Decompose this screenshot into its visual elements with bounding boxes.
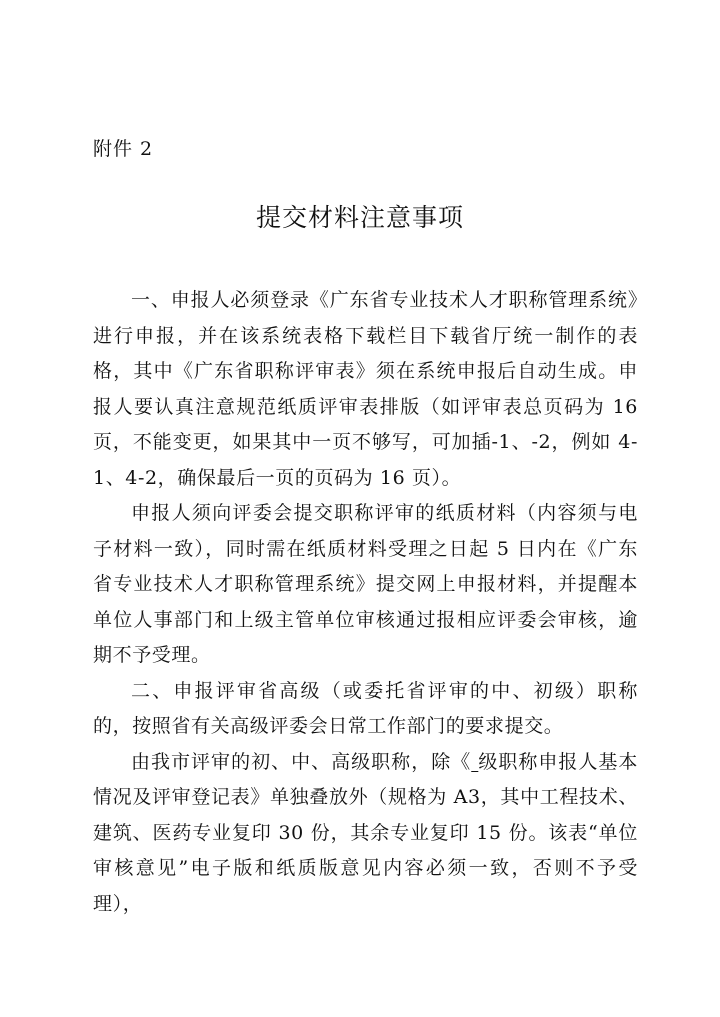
paragraph-4-rest: 级职称申报人基本情况及评审登记表》单独叠放外（规格为 A3，其中工程技术、建筑、医药专业复印 30 份，其余专业复印 15 份。该表“单位审核意见”电子版和纸质版意见内容必须一致，否则不予受理）， bbox=[93, 750, 639, 915]
document-body bbox=[93, 283, 638, 922]
document-title: 提交材料注意事项 bbox=[255, 203, 464, 232]
paragraph-2: 申报人须向评委会提交职称评审的纸质材料（内容须与电子材料一致），同时需在纸质材料受理之日起 5 日内在《广东省专业技术人才职称管理系统》提交网上申报材料，并提醒本单位人事部门和上级主管单位审核通过报相应评委会审核，逾期不予受理。 bbox=[93, 502, 638, 666]
paragraph-4-start: 由我市评审的初、中、高级职称，除《 bbox=[131, 750, 472, 773]
paragraph-1: 一、申报人必须登录《广东省专业技术人才职称管理系统》进行申报，并在该系统表格下载栏目下载省厅统一制作的表格，其中《广东省职称评审表》须在系统申报后自动生成。申报人要认真注意规范纸质评审表排版（如评审表总页码为 16 页，不能变更，如果其中一页不够写，可加插-1、-2，例如 4-1、4-2，确保最后一页的页码为 16 页）。 bbox=[93, 289, 638, 489]
attachment-label: 附件 2 bbox=[93, 138, 154, 160]
paragraph-3: 二、申报评审省高级（或委托省评审的中、初级）职称的，按照省有关高级评委会日常工作部门的要求提交。 bbox=[93, 679, 638, 737]
paragraph-4 bbox=[93, 745, 638, 923]
